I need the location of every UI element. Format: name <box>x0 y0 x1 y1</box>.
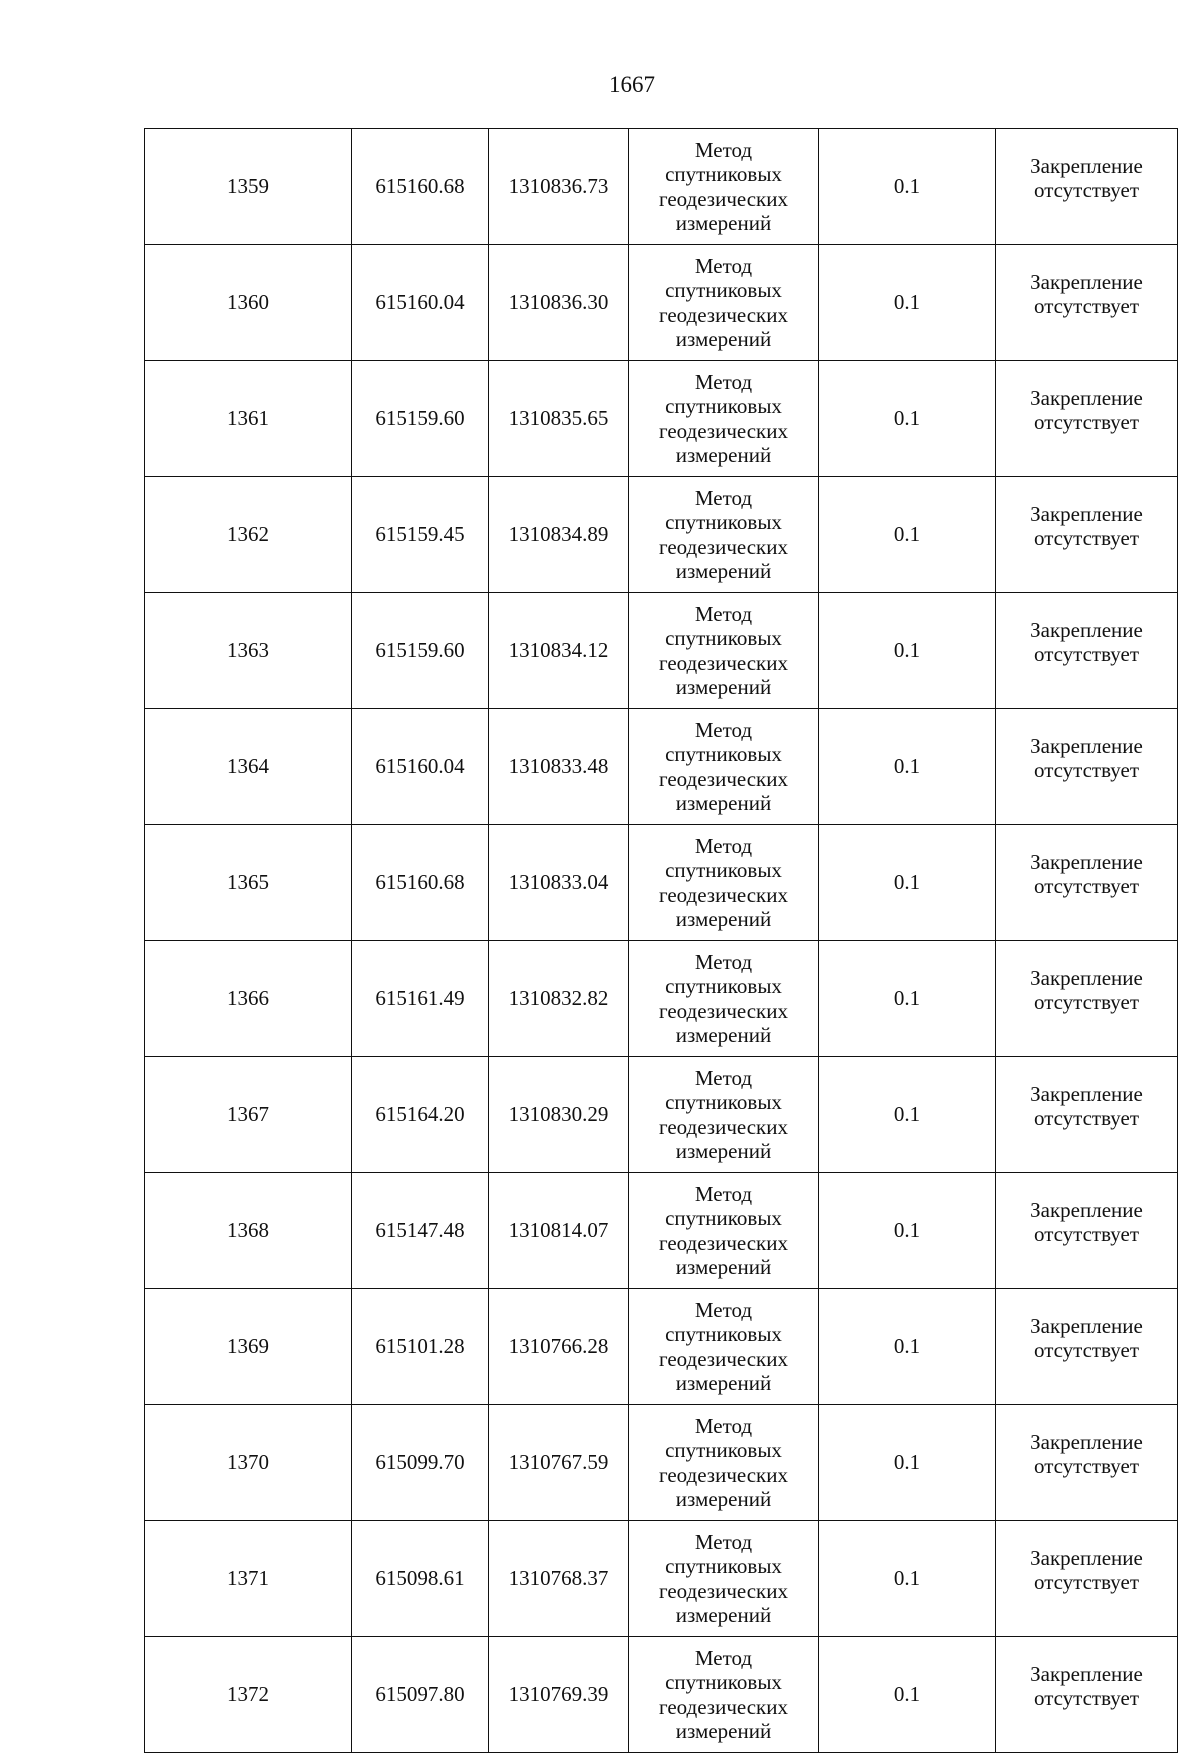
method-line: геодезических <box>658 882 788 907</box>
method-line: Метод <box>694 137 753 162</box>
method-line: геодезических <box>658 1346 788 1371</box>
fixation-cell <box>996 825 1178 941</box>
method-cell <box>629 129 819 245</box>
fixation-line: отсутствует <box>1033 757 1140 782</box>
method-cell <box>629 245 819 361</box>
fixation-line: Закрепление <box>1030 1661 1143 1686</box>
fixation-cell <box>996 593 1178 709</box>
fixation-line: отсутствует <box>1033 177 1140 202</box>
method-line: геодезических <box>658 1578 788 1603</box>
method-line: измерений <box>675 327 772 351</box>
method-line: измерений <box>675 211 772 235</box>
fixation-line: отсутствует <box>1033 641 1140 666</box>
y-coordinate-cell: 1310836.73 <box>489 129 629 245</box>
table-row <box>145 477 1178 593</box>
fixation-line: отсутствует <box>1033 1221 1140 1246</box>
method-line: геодезических <box>658 1694 788 1719</box>
table-row <box>145 361 1178 477</box>
y-coordinate-cell: 1310830.29 <box>489 1057 629 1173</box>
accuracy-cell: 0.1 <box>819 1057 996 1173</box>
table-row <box>145 709 1178 825</box>
point-number-cell: 1365 <box>145 825 352 941</box>
method-line: измерений <box>675 443 772 467</box>
fixation-line: отсутствует <box>1033 525 1140 550</box>
table-row <box>145 1289 1178 1405</box>
method-cell <box>629 361 819 477</box>
y-coordinate-cell: 1310834.12 <box>489 593 629 709</box>
x-coordinate-cell: 615160.04 <box>352 709 489 825</box>
accuracy-cell: 0.1 <box>819 709 996 825</box>
y-coordinate-cell: 1310834.89 <box>489 477 629 593</box>
method-line: Метод <box>694 1413 753 1438</box>
table-row <box>145 245 1178 361</box>
table-body <box>145 129 1178 1753</box>
method-line: Метод <box>694 1645 753 1670</box>
method-line: измерений <box>675 675 772 699</box>
x-coordinate-cell: 615159.45 <box>352 477 489 593</box>
y-coordinate-cell: 1310835.65 <box>489 361 629 477</box>
point-number-cell: 1367 <box>145 1057 352 1173</box>
method-line: спутниковых <box>665 1670 782 1694</box>
method-line: геодезических <box>658 1462 788 1487</box>
method-line: Метод <box>694 833 753 858</box>
fixation-cell <box>996 1637 1178 1753</box>
x-coordinate-cell: 615147.48 <box>352 1173 489 1289</box>
fixation-line: Закрепление <box>1030 153 1143 178</box>
method-line: измерений <box>675 907 772 931</box>
method-line: Метод <box>694 717 753 742</box>
fixation-line: Закрепление <box>1030 1545 1143 1570</box>
fixation-cell <box>996 245 1178 361</box>
method-line: измерений <box>675 1255 772 1279</box>
fixation-line: Закрепление <box>1030 1197 1143 1222</box>
method-line: геодезических <box>658 650 788 675</box>
accuracy-cell: 0.1 <box>819 1173 996 1289</box>
fixation-line: отсутствует <box>1033 1685 1140 1710</box>
x-coordinate-cell: 615097.80 <box>352 1637 489 1753</box>
table-row <box>145 1637 1178 1753</box>
method-line: геодезических <box>658 186 788 211</box>
fixation-line: Закрепление <box>1030 501 1143 526</box>
x-coordinate-cell: 615160.04 <box>352 245 489 361</box>
method-line: Метод <box>694 601 753 626</box>
accuracy-cell: 0.1 <box>819 1521 996 1637</box>
table-row <box>145 129 1178 245</box>
x-coordinate-cell: 615161.49 <box>352 941 489 1057</box>
method-cell <box>629 593 819 709</box>
method-line: Метод <box>694 1529 753 1554</box>
fixation-line: отсутствует <box>1033 1453 1140 1478</box>
table-row <box>145 941 1178 1057</box>
method-cell <box>629 825 819 941</box>
method-line: геодезических <box>658 1230 788 1255</box>
fixation-line: отсутствует <box>1033 989 1140 1014</box>
accuracy-cell: 0.1 <box>819 477 996 593</box>
y-coordinate-cell: 1310836.30 <box>489 245 629 361</box>
method-line: геодезических <box>658 534 788 559</box>
method-line: измерений <box>675 1603 772 1627</box>
accuracy-cell: 0.1 <box>819 1289 996 1405</box>
point-number-cell: 1372 <box>145 1637 352 1753</box>
method-line: Метод <box>694 949 753 974</box>
accuracy-cell: 0.1 <box>819 941 996 1057</box>
fixation-cell <box>996 1405 1178 1521</box>
method-line: измерений <box>675 1371 772 1395</box>
method-line: Метод <box>694 253 753 278</box>
accuracy-cell: 0.1 <box>819 361 996 477</box>
fixation-cell <box>996 1521 1178 1637</box>
method-line: измерений <box>675 1139 772 1163</box>
point-number-cell: 1371 <box>145 1521 352 1637</box>
fixation-line: отсутствует <box>1033 1569 1140 1594</box>
method-line: Метод <box>694 1297 753 1322</box>
method-line: спутниковых <box>665 626 782 650</box>
method-line: геодезических <box>658 998 788 1023</box>
fixation-line: отсутствует <box>1033 1337 1140 1362</box>
method-line: спутниковых <box>665 1438 782 1462</box>
fixation-line: Закрепление <box>1030 1313 1143 1338</box>
point-number-cell: 1359 <box>145 129 352 245</box>
method-line: спутниковых <box>665 1090 782 1114</box>
table-row <box>145 825 1178 941</box>
x-coordinate-cell: 615159.60 <box>352 361 489 477</box>
fixation-line: отсутствует <box>1033 1105 1140 1130</box>
x-coordinate-cell: 615159.60 <box>352 593 489 709</box>
table-row <box>145 1057 1178 1173</box>
point-number-cell: 1362 <box>145 477 352 593</box>
fixation-line: отсутствует <box>1033 293 1140 318</box>
method-line: Метод <box>694 485 753 510</box>
method-cell <box>629 1173 819 1289</box>
method-cell <box>629 1637 819 1753</box>
y-coordinate-cell: 1310766.28 <box>489 1289 629 1405</box>
fixation-line: Закрепление <box>1030 1429 1143 1454</box>
method-line: измерений <box>675 1023 772 1047</box>
method-line: Метод <box>694 1181 753 1206</box>
y-coordinate-cell: 1310833.48 <box>489 709 629 825</box>
accuracy-cell: 0.1 <box>819 245 996 361</box>
table-row <box>145 1173 1178 1289</box>
table-row <box>145 1405 1178 1521</box>
y-coordinate-cell: 1310814.07 <box>489 1173 629 1289</box>
point-number-cell: 1364 <box>145 709 352 825</box>
y-coordinate-cell: 1310832.82 <box>489 941 629 1057</box>
x-coordinate-cell: 615101.28 <box>352 1289 489 1405</box>
method-line: спутниковых <box>665 742 782 766</box>
x-coordinate-cell: 615160.68 <box>352 825 489 941</box>
method-line: Метод <box>694 1065 753 1090</box>
y-coordinate-cell: 1310767.59 <box>489 1405 629 1521</box>
method-line: измерений <box>675 1719 772 1743</box>
method-line: геодезических <box>658 418 788 443</box>
table-row <box>145 593 1178 709</box>
method-line: измерений <box>675 559 772 583</box>
y-coordinate-cell: 1310769.39 <box>489 1637 629 1753</box>
accuracy-cell: 0.1 <box>819 593 996 709</box>
fixation-line: Закрепление <box>1030 965 1143 990</box>
fixation-cell <box>996 129 1178 245</box>
accuracy-cell: 0.1 <box>819 1637 996 1753</box>
y-coordinate-cell: 1310833.04 <box>489 825 629 941</box>
accuracy-cell: 0.1 <box>819 1405 996 1521</box>
fixation-line: Закрепление <box>1030 385 1143 410</box>
fixation-line: Закрепление <box>1030 1081 1143 1106</box>
fixation-line: Закрепление <box>1030 617 1143 642</box>
point-number-cell: 1368 <box>145 1173 352 1289</box>
x-coordinate-cell: 615164.20 <box>352 1057 489 1173</box>
point-number-cell: 1363 <box>145 593 352 709</box>
fixation-cell <box>996 477 1178 593</box>
method-line: геодезических <box>658 1114 788 1139</box>
accuracy-cell: 0.1 <box>819 825 996 941</box>
fixation-line: отсутствует <box>1033 409 1140 434</box>
coordinates-table <box>144 128 1178 1753</box>
method-cell <box>629 1521 819 1637</box>
fixation-cell <box>996 361 1178 477</box>
fixation-line: Закрепление <box>1030 269 1143 294</box>
method-cell <box>629 1057 819 1173</box>
fixation-cell <box>996 1173 1178 1289</box>
method-line: измерений <box>675 791 772 815</box>
method-cell <box>629 941 819 1057</box>
fixation-cell <box>996 1289 1178 1405</box>
x-coordinate-cell: 615099.70 <box>352 1405 489 1521</box>
table-row <box>145 1521 1178 1637</box>
method-line: спутниковых <box>665 858 782 882</box>
point-number-cell: 1360 <box>145 245 352 361</box>
page-number: 1667 <box>609 72 655 97</box>
method-line: геодезических <box>658 766 788 791</box>
x-coordinate-cell: 615098.61 <box>352 1521 489 1637</box>
point-number-cell: 1369 <box>145 1289 352 1405</box>
point-number-cell: 1370 <box>145 1405 352 1521</box>
method-cell <box>629 1289 819 1405</box>
method-cell <box>629 1405 819 1521</box>
y-coordinate-cell: 1310768.37 <box>489 1521 629 1637</box>
fixation-line: Закрепление <box>1030 733 1143 758</box>
fixation-line: отсутствует <box>1033 873 1140 898</box>
method-line: Метод <box>694 369 753 394</box>
point-number-cell: 1361 <box>145 361 352 477</box>
fixation-cell <box>996 941 1178 1057</box>
accuracy-cell: 0.1 <box>819 129 996 245</box>
fixation-cell <box>996 709 1178 825</box>
method-line: спутниковых <box>665 278 782 302</box>
method-line: измерений <box>675 1487 772 1511</box>
method-line: спутниковых <box>665 162 782 186</box>
x-coordinate-cell: 615160.68 <box>352 129 489 245</box>
method-line: спутниковых <box>665 1554 782 1578</box>
fixation-cell <box>996 1057 1178 1173</box>
method-cell <box>629 477 819 593</box>
method-line: спутниковых <box>665 1322 782 1346</box>
method-line: спутниковых <box>665 974 782 998</box>
method-line: геодезических <box>658 302 788 327</box>
point-number-cell: 1366 <box>145 941 352 1057</box>
method-line: спутниковых <box>665 394 782 418</box>
method-cell <box>629 709 819 825</box>
fixation-line: Закрепление <box>1030 849 1143 874</box>
method-line: спутниковых <box>665 1206 782 1230</box>
method-line: спутниковых <box>665 510 782 534</box>
